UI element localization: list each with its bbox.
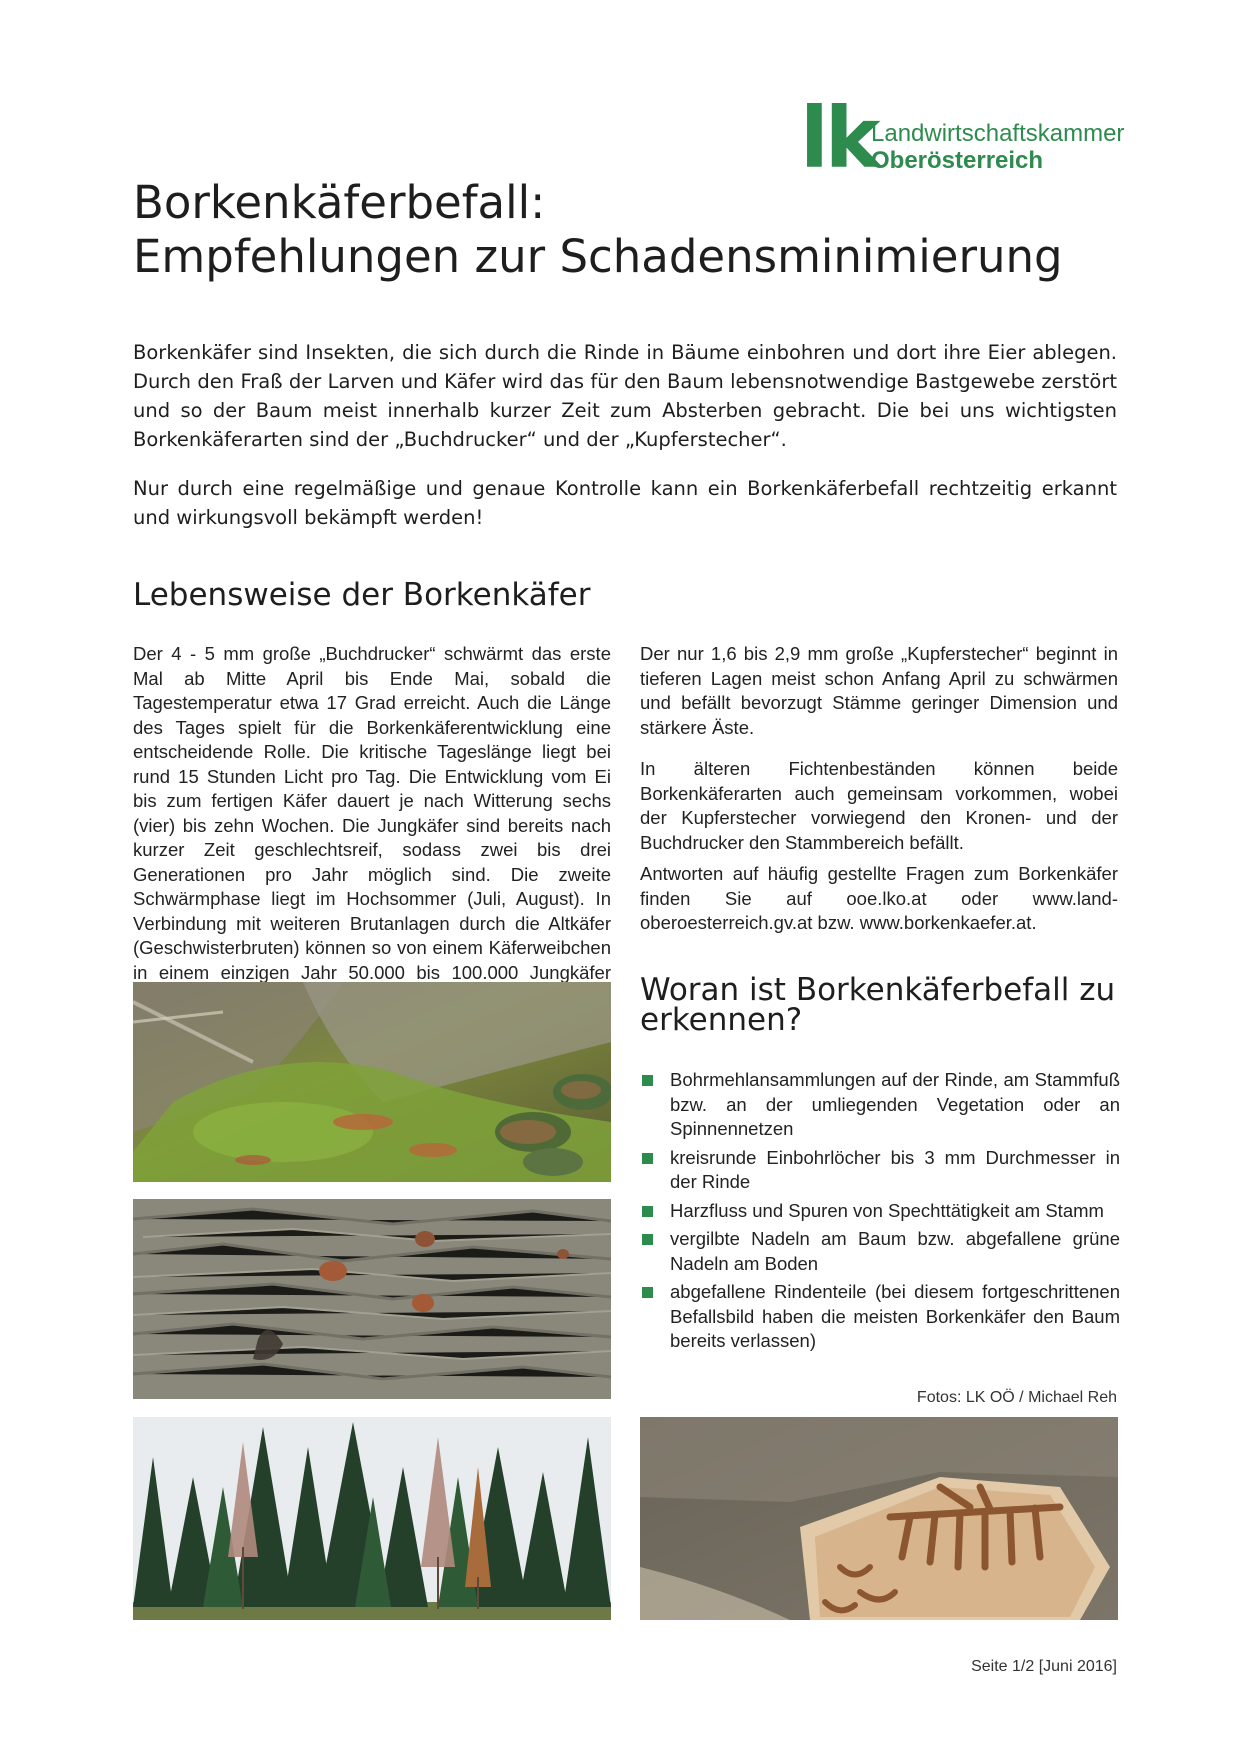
photo-credit: Fotos: LK OÖ / Michael Reh [916, 1389, 1117, 1406]
bullet-square-icon [642, 1075, 653, 1086]
section-heading-lebensweise: Lebensweise der Borkenkäfer [133, 577, 591, 613]
bullet-square-icon [642, 1153, 653, 1164]
page-title [133, 176, 1063, 284]
logo [800, 89, 1130, 187]
title-line1: Borkenkäferbefall: [133, 176, 546, 229]
lebensweise-faq-links-text: Antworten auf häufig gestellte Fragen zum Borkenkäfer finden Sie auf ooe.lko.at oder www.land-oberoesterreich.gv.at bzw. www.borkenkaefer.at. [640, 863, 1118, 933]
logo-text-line2: Oberösterreich [871, 147, 1044, 174]
list-item: abgefallene Rindenteile (bei diesem fortgeschrittenen Befallsbild haben die meisten Borkenkäfer den Baum bereits verlassen) [640, 1280, 1120, 1354]
lebensweise-kupferstecher-text: Der nur 1,6 bis 2,9 mm große „Kupferstecher“ beginnt in tieferen Lagen meist schon Anfang April zu schwärmen und befällt bevorzugt Stämme geringer Dimension und stärkere Äste. [640, 643, 1118, 738]
list-item: Harzfluss und Spuren von Spechttätigkeit am Stamm [640, 1199, 1120, 1224]
list-item: Bohrmehlansammlungen auf der Rinde, am Stammfuß bzw. an der umliegenden Vegetation oder an Spinnennetzen [640, 1068, 1120, 1142]
photo-forest-with-damaged-spruces [133, 1417, 611, 1620]
photo-bark-with-boring-dust [133, 1199, 611, 1399]
logo-mark: lk [800, 89, 877, 187]
list-item: kreisrunde Einbohrlöcher bis 3 mm Durchmesser in der Rinde [640, 1146, 1120, 1195]
symptom-list [640, 1068, 1120, 1358]
section-heading-woran: Woran ist Borkenkäferbefall zu erkennen? [640, 972, 1116, 1038]
lebensweise-buchdrucker-text: Der 4 - 5 mm große „Buchdrucker“ schwärmt das erste Mal ab Mitte April bis Ende Mai, sobald die Tagestemperatur etwa 17 Grad erreicht. Auch die Länge des Tages spielt für die Borkenkäferentwicklung eine entscheidende Rolle. Die kritische Tageslänge liegt bei rund 15 Stunden Licht pro Tag. Die Entwicklung vom Ei bis zum fertigen Käfer dauert je nach Witterung sechs (vier) bis zehn Wochen. Die Jungkäfer sind bereits nach kurzer Zeit geschlechtsreif, sodass zwei bis drei Generationen pro Jahr möglich sind. Die zweite Schwärmphase liegt im Hochsommer (Juli, August). In Verbindung mit weiteren Brutanlagen durch die Altkäfer (Geschwisterbruten) können so von einem Käferweibchen in einem einzigen Jahr 50.000 bis 100.000 Jungkäfer [133, 643, 611, 983]
intro-paragraph-1: Borkenkäfer sind Insekten, die sich durch die Rinde in Bäume einbohren und dort ihre Eier ablegen. Durch den Fraß der Larven und Käfer wird das für den Baum lebensnotwendige Bastgewebe zerstört und so der Baum meist innerhalb kurzer Zeit zum Absterben gebracht. Die bei uns wichtigsten Borkenkäferarten sind der „Buchdrucker“ und der „Kupferstecher“. [133, 341, 1117, 451]
title-line2: Empfehlungen zur Schadensminimierung [133, 230, 1063, 283]
photo-moss-covered-stem-base [133, 982, 611, 1182]
bullet-square-icon [642, 1287, 653, 1298]
bullet-square-icon [642, 1206, 653, 1217]
lebensweise-fichtenbestaende-text: In älteren Fichtenbeständen können beide Borkenkäferarten auch gemeinsam vorkommen, wobei der Kupferstecher vorwiegend den Kronen- und der Buchdrucker den Stammbereich befällt. [640, 758, 1118, 853]
page-footer: Seite 1/2 [Juni 2016] [971, 1658, 1117, 1675]
intro-paragraph-2: Nur durch eine regelmäßige und genaue Kontrolle kann ein Borkenkäferbefall rechtzeitig erkannt und wirkungsvoll bekämpft werden! [133, 477, 1117, 529]
photo-bark-beetle-galleries [640, 1417, 1118, 1620]
bullet-square-icon [642, 1234, 653, 1245]
list-item: vergilbte Nadeln am Baum bzw. abgefallene grüne Nadeln am Boden [640, 1227, 1120, 1276]
logo-text-line1: Landwirtschaftskammer [871, 120, 1125, 147]
